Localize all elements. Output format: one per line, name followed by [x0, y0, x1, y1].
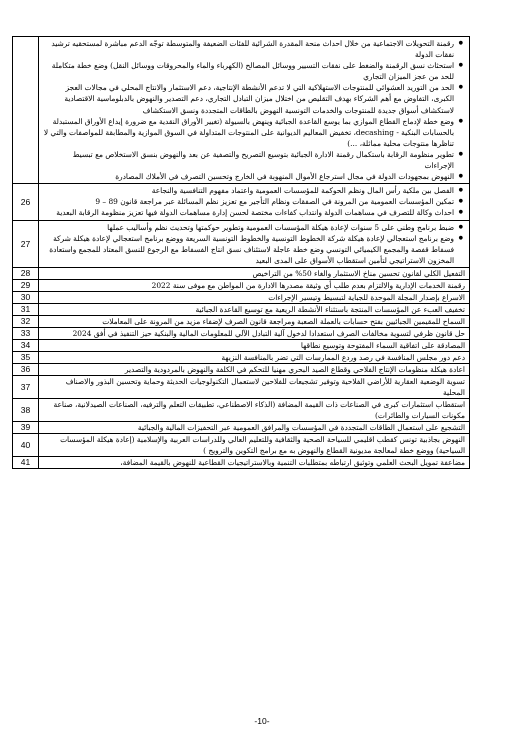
row-text: السماح للمقيمين الجبائيين بفتح حسابات بالعملة الصعبة ومراجعة قانون الصرف لإضفاء مزيد من المرونة على المعاملات	[39, 315, 470, 327]
table-row	[13, 220, 470, 267]
list-item: ● ضبط برنامج وطني على 5 سنوات لإعادة هيكلة المؤسسات العمومية وتطوير حوكمتها وتحديث نظم وأساليب عملها	[42, 222, 454, 233]
row-number: 32	[13, 315, 39, 327]
table-row	[13, 433, 470, 456]
list-item: ● الحد من التوريد العشوائي للمنتوجات الاستهلاكية التي لا تدعم الأنشطة الإنتاجية، دعم الاستثمار والانتاج المحلي في مجالات العجز الكبرى، التفاوض مع أهم الشركاء بهدف التقليص من اختلال ميزان التبادل التجاري، دعم التصدير والنهوض بالدبلوماسية الاقتصادية لاستكشاف أسواق جديدة للمنتوجات والخدمات التونسية النهوض بالطاقات المتجددة ونسق الاستكشاف	[42, 82, 454, 115]
row-text: تسوية الوضعية العقارية للأراضي الفلاحية وتوفير تشجيعات للفلاحين لاستعمال التكنولوجيات الحديثة وحماية وتحسين البذور والاصناف المحلية	[39, 375, 470, 398]
row-number: 33	[13, 327, 39, 339]
row-number	[13, 37, 39, 184]
table-row	[13, 37, 470, 184]
row-content	[39, 184, 470, 220]
row-text: تخفيف العبء عن المؤسسات المنتجة باستثناء الأنشطة الريعية مع توسيع القاعدة الجبائية	[39, 303, 470, 315]
row-text: المصادقة على اتفاقية السماء المفتوحة وتوسيع نطاقها	[39, 339, 470, 351]
row-number: 31	[13, 303, 39, 315]
table-row	[13, 184, 470, 220]
table-row	[13, 421, 470, 433]
row-content	[39, 220, 470, 267]
row-text: الاسراع بإصدار المجلة الموحدة للجباية لتبسيط وتيسير الإجراءات	[39, 291, 470, 303]
row-number: 29	[13, 279, 39, 291]
row-text: التشجيع على استعمال الطاقات المتجددة في المؤسسات والمرافق العمومية عبر التحفيزات المالية والجبائية	[39, 421, 470, 433]
list-item: ● استحثاث نسق الرقمنة والضغط على نفقات التسيير ووسائل المصالح (الكهرباء والماء والمحروقات ووسائل النقل) وضع خطة متكاملة للحد من عجز الميزان التجاري	[42, 60, 454, 82]
table-row	[13, 339, 470, 351]
row-number: 40	[13, 433, 39, 456]
list-item: ● رقمنة التحويلات الاجتماعية من خلال احداث منحة المقدرة الشرائية للفئات الضعيفة والمتوسطة توجّه الدعم مباشرة لمستحقيه ترشيد نفقات الدولة	[42, 38, 454, 60]
table-row	[13, 267, 470, 279]
measures-table	[12, 36, 470, 469]
row-text: اعادة هيكلة منظومات الإنتاج الفلاحي وقطاع الصيد البحري مهنيا للتحكم في الكلفة والنهوض بالمردودية والتصدير	[39, 363, 470, 375]
list-item: ● وضع برنامج استعجالي لإعادة هيكلة شركة الخطوط التونسية والخطوط التونسية السريعة ووضع برنامج استعجالي لإعادة هيكلة شركة فسفاط قفصة والمجمع الكيميائي التونسي وضع خطة عاجلة لاستئناف نسق انتاج الفسفاط مع الرجوع للنسق المعتاد للمجمع واستعادة المخزون الاستراتيجي لتأمين استقطاب الأسواق على المدى البعيد	[42, 233, 454, 266]
row-number: 30	[13, 291, 39, 303]
row-number: 41	[13, 456, 39, 468]
list-item: ● احداث وكالة للتصرف في مساهمات الدولة وانتداب كفاءات مختصة لحسن إدارة مساهمات الدولة فيها تعزيز منظومة الرقابة البعدية	[42, 207, 454, 218]
table-row	[13, 351, 470, 363]
row-number: 28	[13, 267, 39, 279]
row-number: 35	[13, 351, 39, 363]
table-row	[13, 303, 470, 315]
row-number: 34	[13, 339, 39, 351]
row-content	[39, 37, 470, 184]
table-row	[13, 398, 470, 421]
row-text: حل قانون ظرفي لتسوية مخالفات الصرف استعدادا لدخول آلية التبادل الآلي للمعلومات المالية والبنكية حيز التنفيذ في أفق 2024	[39, 327, 470, 339]
table-row	[13, 327, 470, 339]
table-row	[13, 291, 470, 303]
row-number: 39	[13, 421, 39, 433]
row-text: التفعيل الكلي لقانون تحسين مناخ الاستثمار والغاء 50% من التراخيص	[39, 267, 470, 279]
table-row	[13, 315, 470, 327]
table-row	[13, 375, 470, 398]
table-row	[13, 279, 470, 291]
row-text: استقطاب استثمارات كبرى في الصناعات ذات القيمة المضافة (الذكاء الاصطناعي، تطبيقات التعلم والترفيه، الصناعات الصيدلانية، صناعة مكونات السيارات والطائرات)	[39, 398, 470, 421]
list-item: ● الفصل بين ملكية رأس المال ونظم الحوكمة للمؤسسات العمومية واعتماد مفهوم التنافسية والنجاعة	[42, 185, 454, 196]
row-text: رقمنة الخدمات الإدارية والالتزام بعدم طلب أي وثيقة مصدرها الادارة من المواطن مع موفى سنة 2022	[39, 279, 470, 291]
row-text: دعم دور مجلس المنافسة في رصد وردع الممارسات التي تضر بالمنافسة النزيهة	[39, 351, 470, 363]
page-number: -10-	[254, 716, 270, 726]
list-item: ● وضع خطة لإدماج القطاع الموازي بما يوسع القاعدة الجبائية وينهض بالسيولة (تغيير الأوراق النقدية مع ضرورة إيداع الأوراق المستبدلة بالحسابات البنكية - decashing، تخفيض المعاليم الديوانية على المنتوجات المتداولة في السوق الموازية والمطابقة للمواصفات والتي لا تناظرها منتوجات محلية مماثلة، ...)	[42, 116, 454, 149]
table-row	[13, 363, 470, 375]
row-number: 27	[13, 220, 39, 267]
list-item: ● تطوير منظومة الرقابة باستكمال رقمنة الادارة الجبائية بتوسيع التصريح والتصفية عن بعد والنهوض بنسق الاستخلاص مع تبسيط الإجراءات	[42, 149, 454, 171]
row-number: 36	[13, 363, 39, 375]
row-number: 38	[13, 398, 39, 421]
row-number: 37	[13, 375, 39, 398]
table-row	[13, 456, 470, 468]
row-number: 26	[13, 184, 39, 220]
row-text: النهوض بجاذبية تونس كقطب اقليمي للسياحة الصحية والثقافية وللتعليم العالي وللدراسات العربية والإسلامية (إعادة هيكلة المؤسسات السياحية) ووضع خطة لمعالجة مديونية القطاع والنهوض به مع برامج التكوين والترويج )	[39, 433, 470, 456]
list-item: ● تمكين المؤسسات العمومية من المرونة في الصفقات ونظام التأجير مع تعزيز نظم المسائلة عبر مراجعة قانون 89 – 9	[42, 196, 454, 207]
row-text: مضاعفة تمويل البحث العلمي وتوثيق ارتباطه بمتطلبات التنمية وبالاستراتيجيات القطاعية للنهوض بالقيمة المضافة،	[39, 456, 470, 468]
list-item: ● النهوض بمجهودات الدولة في مجال استرجاع الأموال المنهوبة في الخارج وتحسين التصرف في الأملاك المصادرة	[42, 171, 454, 182]
